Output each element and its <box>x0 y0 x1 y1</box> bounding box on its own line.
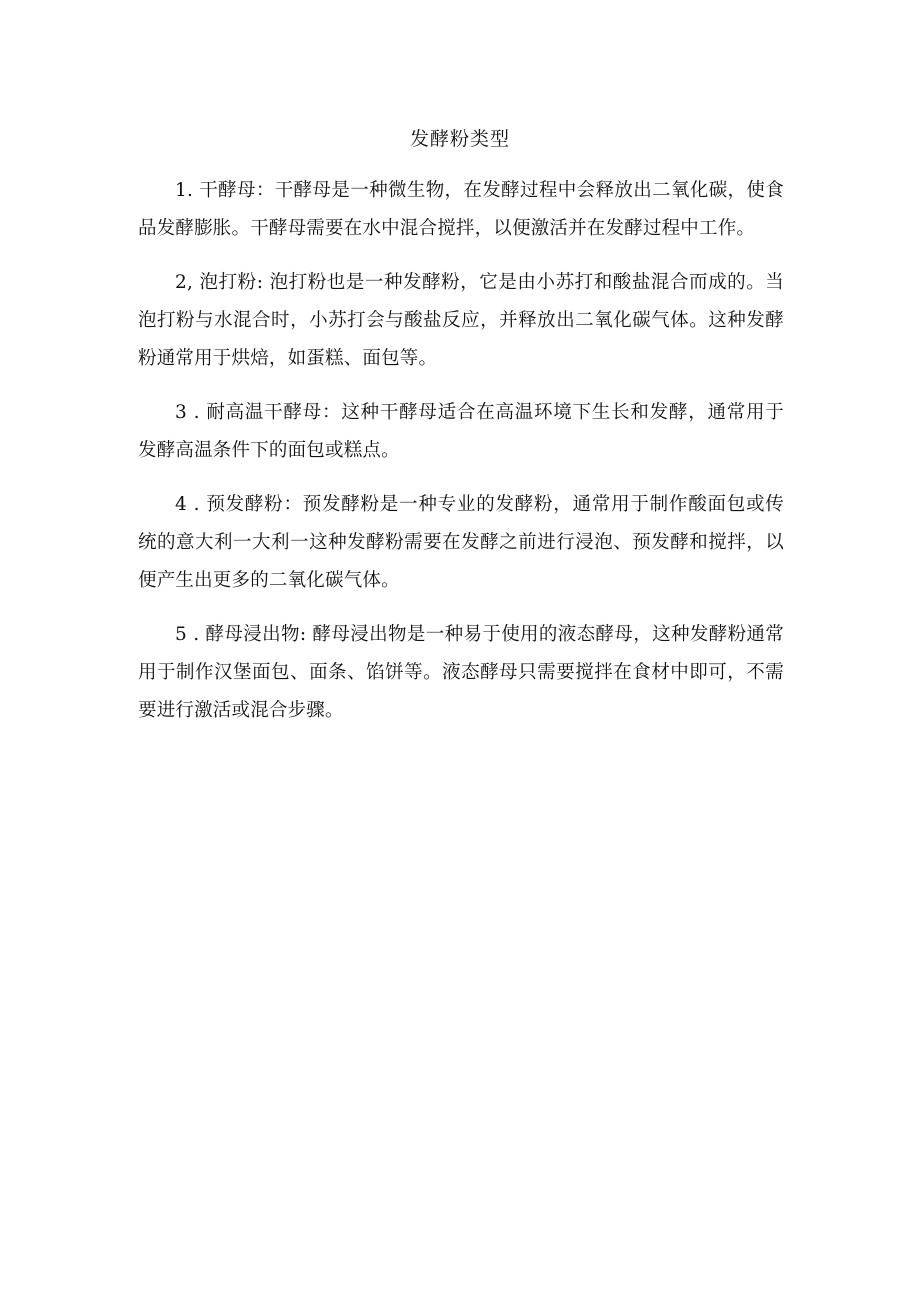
paragraph-baking-powder: 2, 泡打粉: 泡打粉也是一种发酵粉，它是由小苏打和酸盐混合而成的。当泡打粉与水混合时，小苏打会与酸盐反应，并释放出二氧化碳气体。这种发酵粉通常用于烘焙，如蛋糕、面包等。 <box>138 272 784 369</box>
document-body <box>138 172 784 746</box>
document-title: 发酵粉类型 <box>409 128 510 150</box>
paragraph-yeast-extract: 5 . 酵母浸出物: 酵母浸出物是一种易于使用的液态酵母，这种发酵粉通常用于制作汉堡面包、面条、馅饼等。液态酵母只需要搅拌在食材中即可，不需要进行激活或混合步骤。 <box>138 624 784 721</box>
paragraph-dry-yeast: 1. 干酵母：干酵母是一种微生物，在发酵过程中会释放出二氧化碳，使食品发酵膨胀。干酵母需要在水中混合搅拌，以便激活并在发酵过程中工作。 <box>138 180 784 239</box>
paragraph-heat-resistant-yeast: 3 . 耐高温干酵母：这种干酵母适合在高温环境下生长和发酵，通常用于发酵高温条件下的面包或糕点。 <box>138 402 784 461</box>
paragraph-pre-ferment-powder: 4 . 预发酵粉：预发酵粉是一种专业的发酵粉，通常用于制作酸面包或传统的意大利一大利一这种发酵粉需要在发酵之前进行浸泡、预发酵和搅拌，以便产生出更多的二氧化碳气体。 <box>138 494 784 591</box>
